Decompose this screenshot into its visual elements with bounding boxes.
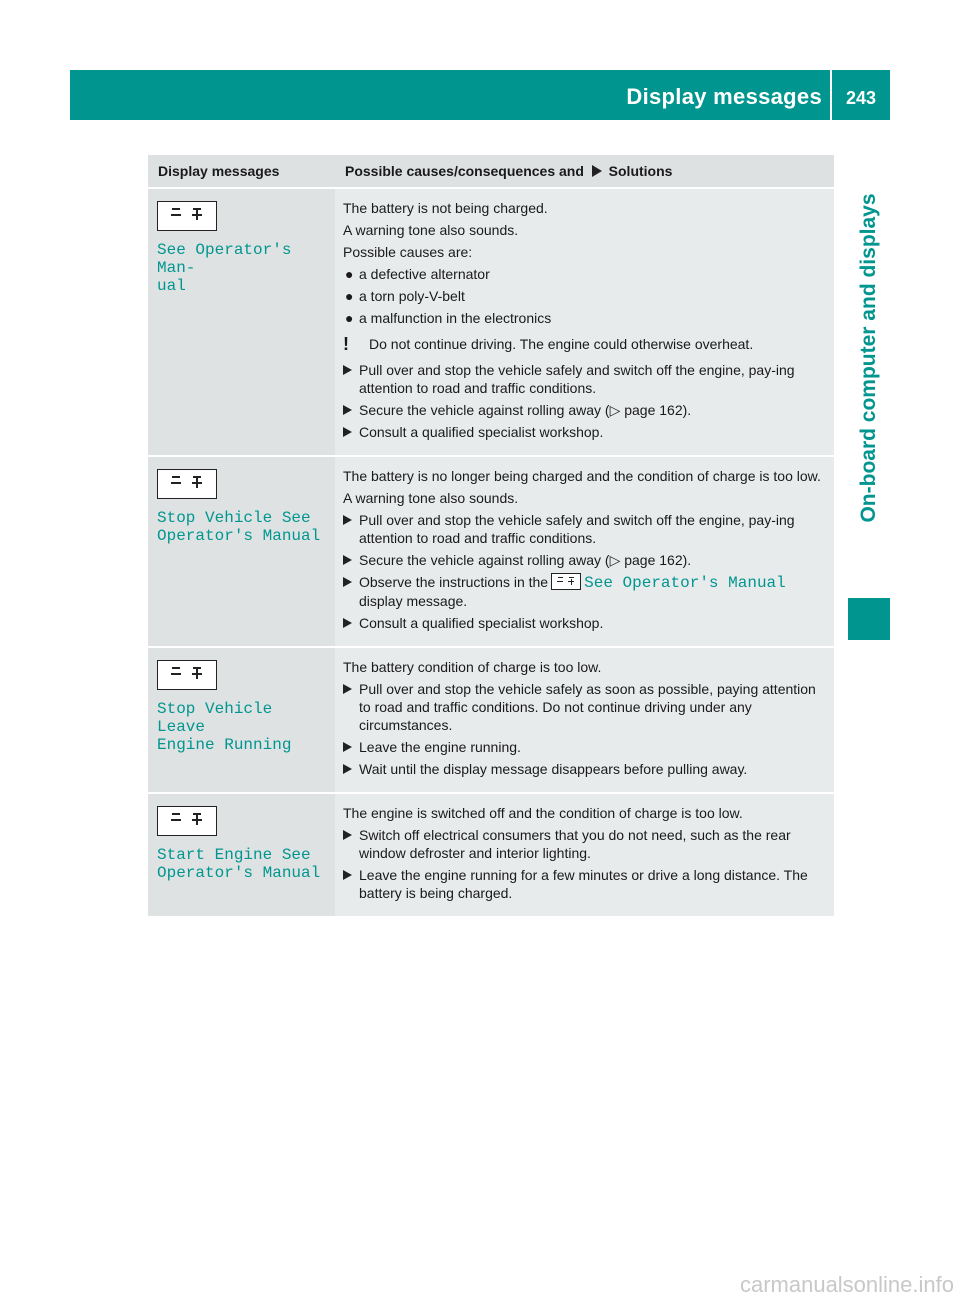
message-cell [148, 792, 335, 916]
step-arrow-icon [343, 618, 352, 628]
paragraph: The engine is switched off and the condition of charge is too low. [343, 805, 743, 821]
message-cell [148, 187, 335, 455]
display-message-text [157, 700, 327, 754]
step-arrow-icon [343, 742, 352, 752]
solution-cell [335, 792, 834, 916]
step-arrow-icon [343, 577, 352, 587]
instruction-step [343, 423, 826, 441]
bullet-text: a torn poly-V-belt [359, 288, 465, 304]
chapter-tab [848, 122, 890, 594]
step-arrow-icon [592, 165, 602, 177]
solution-cell [335, 187, 834, 455]
instruction-step [343, 866, 826, 902]
solution-cell [335, 646, 834, 792]
step-text: Consult a qualified specialist workshop. [359, 615, 604, 631]
instruction-step [343, 760, 826, 778]
step-arrow-icon [343, 515, 352, 525]
step-arrow-icon [343, 365, 352, 375]
table-header-row [148, 155, 834, 187]
bullet-icon: ● [345, 288, 354, 304]
chapter-tab-label: On-board computer and displays [857, 193, 880, 523]
step-text: Switch off electrical consumers that you do not need, such as the rear window defroster and interior lighting. [359, 827, 791, 861]
display-message-line: Stop Vehicle Leave [157, 700, 273, 736]
battery-icon [551, 573, 581, 590]
step-text: Pull over and stop the vehicle safely and switch off the engine, pay-ing attention to road and traffic conditions. [359, 512, 795, 546]
table-row [148, 455, 834, 646]
table-row [148, 187, 834, 455]
warning-note [343, 335, 826, 353]
display-messages-table [148, 155, 834, 916]
display-message-reference: See Operator's Manual [584, 574, 786, 592]
display-message-line: Engine Running [157, 736, 292, 754]
paragraph: The battery is not being charged. [343, 200, 548, 216]
page-number: 243 [845, 88, 877, 108]
bullet-item [343, 309, 826, 327]
instruction-step [343, 511, 826, 547]
display-message-text [157, 846, 327, 882]
step-text: Leave the engine running for a few minutes or drive a long distance. The battery is being charged. [359, 867, 808, 901]
instruction-step [343, 401, 826, 419]
instruction-step [343, 614, 826, 632]
step-arrow-icon [343, 555, 352, 565]
instruction-step [343, 680, 826, 734]
column-header-messages: Display messages [148, 155, 335, 187]
battery-icon [157, 660, 217, 690]
column-header-solutions [335, 155, 834, 187]
paragraph: The battery is no longer being charged and the condition of charge is too low. [343, 468, 821, 484]
column-header-solutions-post: Solutions [608, 163, 673, 179]
step-arrow-icon [343, 684, 352, 694]
column-header-solutions-pre: Possible causes/consequences and [345, 163, 584, 179]
page-header [70, 70, 890, 120]
bullet-text: a defective alternator [359, 266, 490, 282]
bullet-icon: ● [345, 310, 354, 326]
step-text: Secure the vehicle against rolling away (▷ page 162). [359, 552, 692, 568]
display-message-line: Operator's Manual [157, 527, 321, 545]
table-row [148, 792, 834, 916]
section-title: Display messages [626, 84, 822, 109]
paragraph: The battery condition of charge is too low. [343, 659, 602, 675]
paragraph: Possible causes are: [343, 244, 473, 260]
table-row [148, 646, 834, 792]
battery-icon [157, 469, 217, 499]
message-cell [148, 455, 335, 646]
bullet-item [343, 265, 826, 283]
step-arrow-icon [343, 870, 352, 880]
instruction-step [343, 738, 826, 756]
instruction-step [343, 551, 826, 569]
display-message-line: See Operator's Man- [157, 241, 292, 277]
step-arrow-icon [343, 427, 352, 437]
watermark: carmanualsonline.info [739, 1272, 954, 1297]
bullet-item [343, 287, 826, 305]
bullet-icon: ● [345, 266, 354, 282]
step-arrow-icon [343, 405, 352, 415]
display-message-line: Operator's Manual [157, 864, 321, 882]
step-text: display message. [359, 593, 468, 609]
step-arrow-icon [343, 830, 352, 840]
bullet-text: a malfunction in the electronics [359, 310, 552, 326]
warning-text: Do not continue driving. The engine could otherwise overheat. [369, 336, 754, 352]
display-message-line: ual [157, 277, 186, 295]
chapter-marker [848, 598, 890, 640]
display-message-text [157, 241, 327, 295]
paragraph: A warning tone also sounds. [343, 222, 519, 238]
battery-icon [157, 806, 217, 836]
step-text: Wait until the display message disappears before pulling away. [359, 761, 748, 777]
display-message-line: Start Engine See [157, 846, 311, 864]
instruction-step [343, 361, 826, 397]
step-text: Pull over and stop the vehicle safely as soon as possible, paying attention to road and traffic conditions. Do not continue driving under any circumstances. [359, 681, 816, 733]
display-message-text [157, 509, 327, 545]
step-text: Pull over and stop the vehicle safely and switch off the engine, pay-ing attention to road and traffic conditions. [359, 362, 795, 396]
warning-icon: ! [343, 334, 349, 354]
instruction-step [343, 826, 826, 862]
step-text: Secure the vehicle against rolling away (▷ page 162). [359, 402, 692, 418]
step-text: Leave the engine running. [359, 739, 521, 755]
solution-cell [335, 455, 834, 646]
display-message-line: Stop Vehicle See [157, 509, 311, 527]
step-arrow-icon [343, 764, 352, 774]
message-cell [148, 646, 335, 792]
paragraph: A warning tone also sounds. [343, 490, 519, 506]
instruction-step [343, 573, 826, 610]
battery-icon [157, 201, 217, 231]
step-text: Observe the instructions in the [359, 574, 549, 590]
step-text: Consult a qualified specialist workshop. [359, 424, 604, 440]
